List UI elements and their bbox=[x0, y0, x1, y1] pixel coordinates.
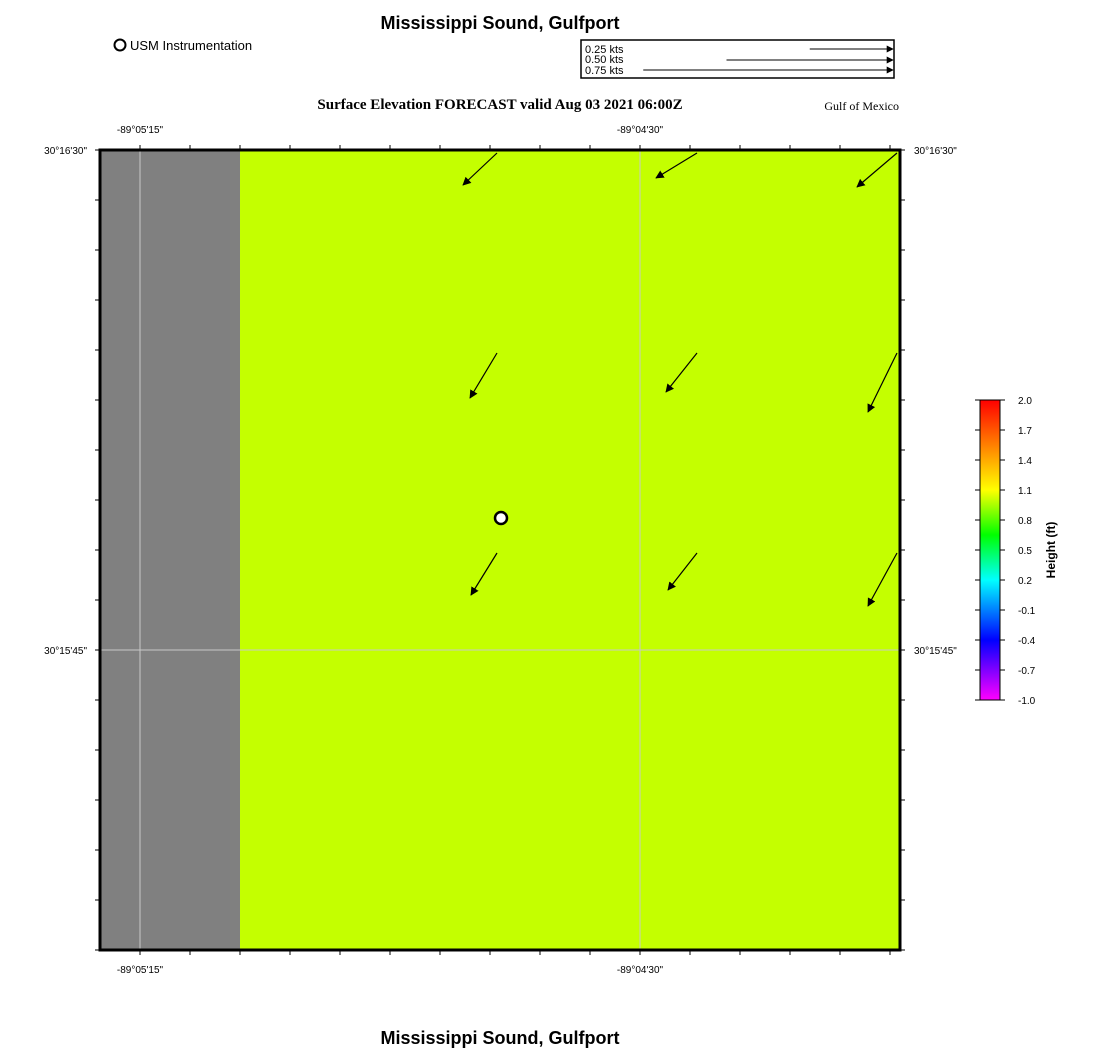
forecast-subtitle: Surface Elevation FORECAST valid Aug 03 2021 06:00Z bbox=[317, 97, 683, 113]
usm-station-marker[interactable] bbox=[495, 512, 507, 524]
colorbar-tick-label: 0.8 bbox=[1018, 516, 1032, 527]
colorbar-tick-label: 1.1 bbox=[1018, 486, 1032, 497]
speed-label-1: 0.50 kts bbox=[585, 54, 624, 66]
land-area bbox=[100, 150, 240, 950]
region-label: Gulf of Mexico bbox=[824, 99, 899, 113]
footer-title: Mississippi Sound, Gulfport bbox=[380, 1028, 620, 1048]
colorbar-tick-label: 0.5 bbox=[1018, 546, 1032, 557]
station-legend bbox=[115, 38, 253, 53]
lat-label-left-0: 30°16'30" bbox=[44, 146, 87, 157]
colorbar-tick-label: 1.7 bbox=[1018, 426, 1032, 437]
lat-label-right-1: 30°15'45" bbox=[914, 646, 957, 657]
lat-label-right-0: 30°16'30" bbox=[914, 146, 957, 157]
colorbar-tick-label: -0.1 bbox=[1018, 606, 1036, 617]
colorbar-tick-label: -0.7 bbox=[1018, 666, 1036, 677]
colorbar-tick-label: -1.0 bbox=[1018, 696, 1036, 707]
colorbar-tick-label: 0.2 bbox=[1018, 576, 1032, 587]
speed-label-0: 0.25 kts bbox=[585, 44, 624, 56]
colorbar-gradient bbox=[980, 400, 1000, 700]
colorbar-label: Height (ft) bbox=[1044, 521, 1058, 579]
colorbar bbox=[975, 396, 1058, 707]
station-marker-icon bbox=[115, 40, 126, 51]
map-area bbox=[95, 145, 905, 955]
lon-label-bottom-0: -89°05'15" bbox=[116, 965, 164, 976]
station-legend-label: USM Instrumentation bbox=[130, 38, 253, 53]
lon-label-top-1: -89°04'30" bbox=[616, 125, 664, 136]
map-title: Mississippi Sound, Gulfport bbox=[380, 13, 620, 33]
lat-label-left-1: 30°15'45" bbox=[44, 646, 87, 657]
speed-scale-legend bbox=[581, 40, 894, 78]
speed-label-2: 0.75 kts bbox=[585, 65, 624, 77]
lon-label-bottom-1: -89°04'30" bbox=[616, 965, 664, 976]
lon-label-top-0: -89°05'15" bbox=[116, 125, 164, 136]
colorbar-tick-label: 1.4 bbox=[1018, 456, 1032, 467]
colorbar-tick-label: 2.0 bbox=[1018, 396, 1032, 407]
colorbar-tick-label: -0.4 bbox=[1018, 636, 1036, 647]
